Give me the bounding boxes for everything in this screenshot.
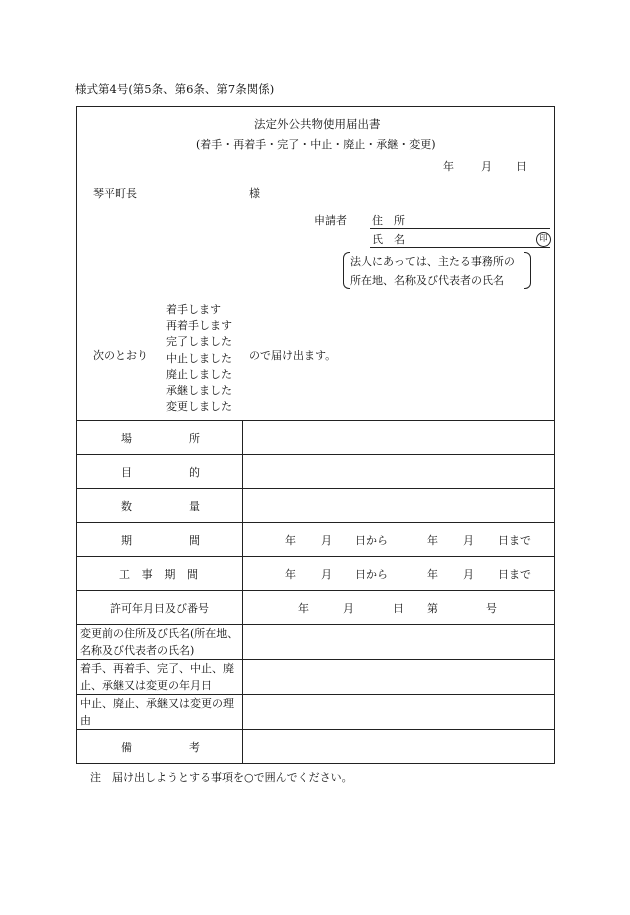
purpose-value-cell[interactable] [243, 455, 555, 489]
tail-text: ので届け出ます。 [249, 349, 337, 362]
quantity-label: 数 量 [77, 489, 243, 523]
start-dates-value-cell[interactable] [243, 660, 555, 695]
name-label: 氏 名 [372, 233, 405, 246]
remarks-label: 備 考 [77, 730, 243, 764]
table-row [77, 557, 555, 591]
table-row [77, 695, 555, 730]
table-row [77, 523, 555, 557]
prev-address-value-cell[interactable] [243, 625, 555, 660]
lead-text: 次のとおり [93, 349, 148, 362]
date-year: 年 [443, 160, 454, 173]
table-row [77, 591, 555, 625]
option-abolish[interactable]: 廃止しました [166, 367, 232, 381]
reason-value-cell[interactable] [243, 695, 555, 730]
purpose-label: 目 的 [77, 455, 243, 489]
option-succeed[interactable]: 承継しました [166, 384, 232, 398]
quantity-value-cell[interactable] [243, 489, 555, 523]
addressee: 琴平町長 [93, 187, 137, 200]
detail-table [76, 420, 555, 764]
corporation-note-line1: 法人にあっては、主たる事務所の [350, 255, 515, 268]
period-value-cell[interactable]: 年 月 日から 年 月 日まで [243, 523, 555, 557]
table-row [77, 625, 555, 660]
table-row [77, 489, 555, 523]
address-underline [370, 228, 550, 229]
construction-period-value-cell[interactable]: 年 月 日から 年 月 日まで [243, 557, 555, 591]
option-change[interactable]: 変更しました [166, 400, 232, 414]
document-title: 法定外公共物使用届出書 [254, 117, 381, 131]
start-dates-label: 着手、再着手、完了、中止、廃止、承継又は変更の年月日 [77, 660, 243, 695]
table-row [77, 421, 555, 455]
footnote: 注 届け出しようとする事項を○で囲んでください。 [90, 771, 353, 784]
prev-address-label: 変更前の住所及び氏名(所在地、名称及び代表者の氏名) [77, 625, 243, 660]
honorific: 様 [249, 187, 260, 200]
permit-value-cell[interactable]: 年 月 日 第 号 [243, 591, 555, 625]
document-subtitle: (着手・再着手・完了・中止・廃止・承継・変更) [196, 138, 436, 151]
address-label: 住 所 [372, 214, 405, 227]
construction-period-label: 工 事 期 間 [77, 557, 243, 591]
date-day: 日 [516, 160, 527, 173]
period-label: 期 間 [77, 523, 243, 557]
corporation-note-line2: 所在地、名称及び代表者の氏名 [350, 274, 504, 287]
notification-options [166, 302, 232, 415]
form-reference: 様式第4号(第5条、第6条、第7条関係) [75, 82, 275, 96]
seal-mark: 印 [536, 232, 551, 247]
option-complete[interactable]: 完了しました [166, 335, 232, 349]
remarks-value-cell[interactable] [243, 730, 555, 764]
reason-label: 中止、廃止、承継又は変更の理由 [77, 695, 243, 730]
applicant-label: 申請者 [314, 214, 347, 227]
place-value-cell[interactable] [243, 421, 555, 455]
option-restart[interactable]: 再着手します [166, 319, 232, 333]
date-month: 月 [481, 160, 492, 173]
table-row [77, 455, 555, 489]
option-suspend[interactable]: 中止しました [166, 351, 232, 365]
table-row [77, 730, 555, 764]
table-row [77, 660, 555, 695]
place-label: 場 所 [77, 421, 243, 455]
option-start[interactable]: 着手します [166, 303, 221, 316]
name-underline [370, 247, 550, 248]
permit-label: 許可年月日及び番号 [77, 591, 243, 625]
